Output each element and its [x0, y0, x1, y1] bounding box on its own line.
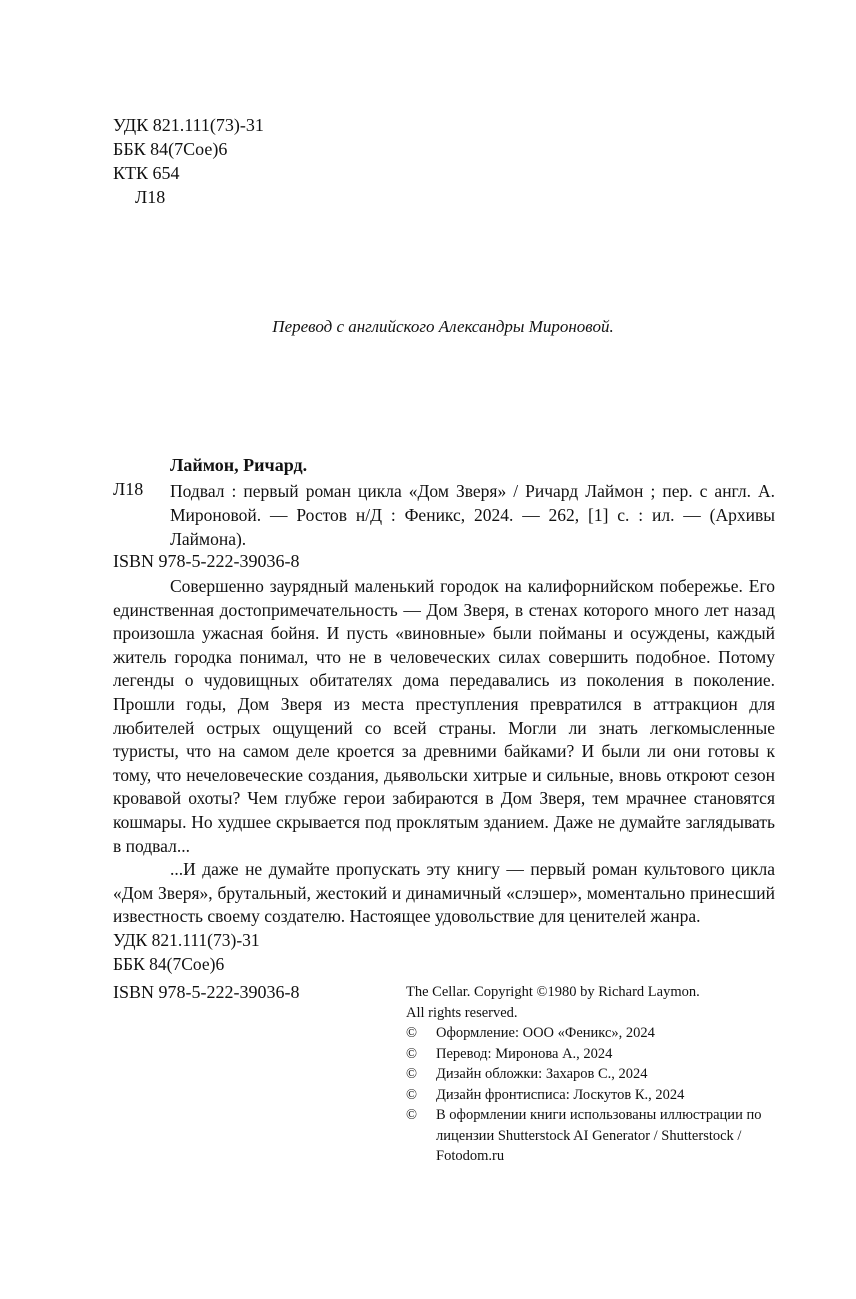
footer-isbn: ISBN 978-5-222-39036-8 — [113, 982, 300, 1002]
udk-code: УДК 821.111(73)-31 — [113, 115, 264, 135]
rights-line: All rights reserved. — [406, 1004, 518, 1021]
annotation-bbk: ББК 84(7Сое)6 — [113, 953, 225, 974]
credit-text: Дизайн обложки: Захаров С., 2024 — [436, 1066, 648, 1082]
annotation-udk: УДК 821.111(73)-31 — [113, 929, 260, 950]
credit-text: Дизайн фронтисписа: Лоскутов К., 2024 — [436, 1086, 685, 1103]
catalog-author: Лаймон, Ричард. — [170, 455, 308, 475]
annotation — [113, 575, 775, 976]
credit-row — [406, 1044, 786, 1065]
catalog-isbn: ISBN 978-5-222-39036-8 — [113, 551, 300, 571]
copyright-icon: © — [406, 1045, 418, 1062]
author-sign: Л18 — [135, 187, 166, 207]
ktk-code: КТК 654 — [113, 163, 180, 183]
copyright-icon: © — [406, 1107, 418, 1123]
catalog-author-sign: Л18 — [113, 479, 144, 499]
copyright-block — [406, 982, 786, 1167]
credit-row — [406, 1105, 786, 1167]
annotation-paragraph-1: Совершенно заурядный маленький городок на калифорнийском побережье. Его единственная достопримечательность — Дом Зверя, в стенах которого много лет назад произошла ужасная бойня. И пусть «виновные» были пойманы и осуждены, каждый житель городка понимал, что не в человеческих силах совершить подобное. Потому легенды о чудовищных обитателях дома передавались из поколения в поколение. Прошли годы, Дом Зверя из места преступления превратился в аттракцион для любителей острых ощущений со всей страны. Могли ли знать легкомысленные туристы, что на самом деле кроется за древними байками? И были ли они готовы к тому, что нечеловеческие создания, дьявольски хитрые и сильные, вновь откроют сезон кровавой охоты? Чем глубже герои забираются в Дом Зверя, тем мрачнее становятся кошмары. Но худшее скрывается под проклятым зданием. Даже не думайте заглядывать в подвал... — [113, 576, 775, 856]
credit-row — [406, 1023, 786, 1044]
credit-text: Оформление: ООО «Феникс», 2024 — [436, 1025, 655, 1041]
credit-text: Перевод: Миронова А., 2024 — [436, 1045, 613, 1062]
catalog-description: Подвал : первый роман цикла «Дом Зверя» / Ричард Лаймон ; пер. с англ. А. Мироновой. — Ростов н/Д : Феникс, 2024. — 262, [1] с. : ил. — (Архивы Лаймона). — [170, 481, 775, 549]
classification-codes — [113, 113, 264, 209]
credit-text: В оформлении книги использованы иллюстрации по лицензии Shutterstock AI Generator / Shutterstock / Fotodom.ru — [436, 1107, 762, 1164]
annotation-paragraph-2: ...И даже не думайте пропускать эту книгу — первый роман культового цикла «Дом Зверя», брутальный, жестокий и динамичный «слэшер», моментально принесший известность своему создателю. Настоящее удовольствие для ценителей жанра. — [113, 859, 775, 927]
credit-row — [406, 1064, 786, 1085]
copyright-line: The Cellar. Copyright ©1980 by Richard Laymon. — [406, 984, 700, 1000]
translation-note: Перевод с английского Александры Мироновой. — [272, 317, 614, 336]
copyright-icon: © — [406, 1025, 418, 1041]
copyright-icon: © — [406, 1066, 418, 1082]
bbk-code: ББК 84(7Сое)6 — [113, 139, 228, 159]
credit-row — [406, 1085, 786, 1106]
copyright-icon: © — [406, 1086, 418, 1103]
